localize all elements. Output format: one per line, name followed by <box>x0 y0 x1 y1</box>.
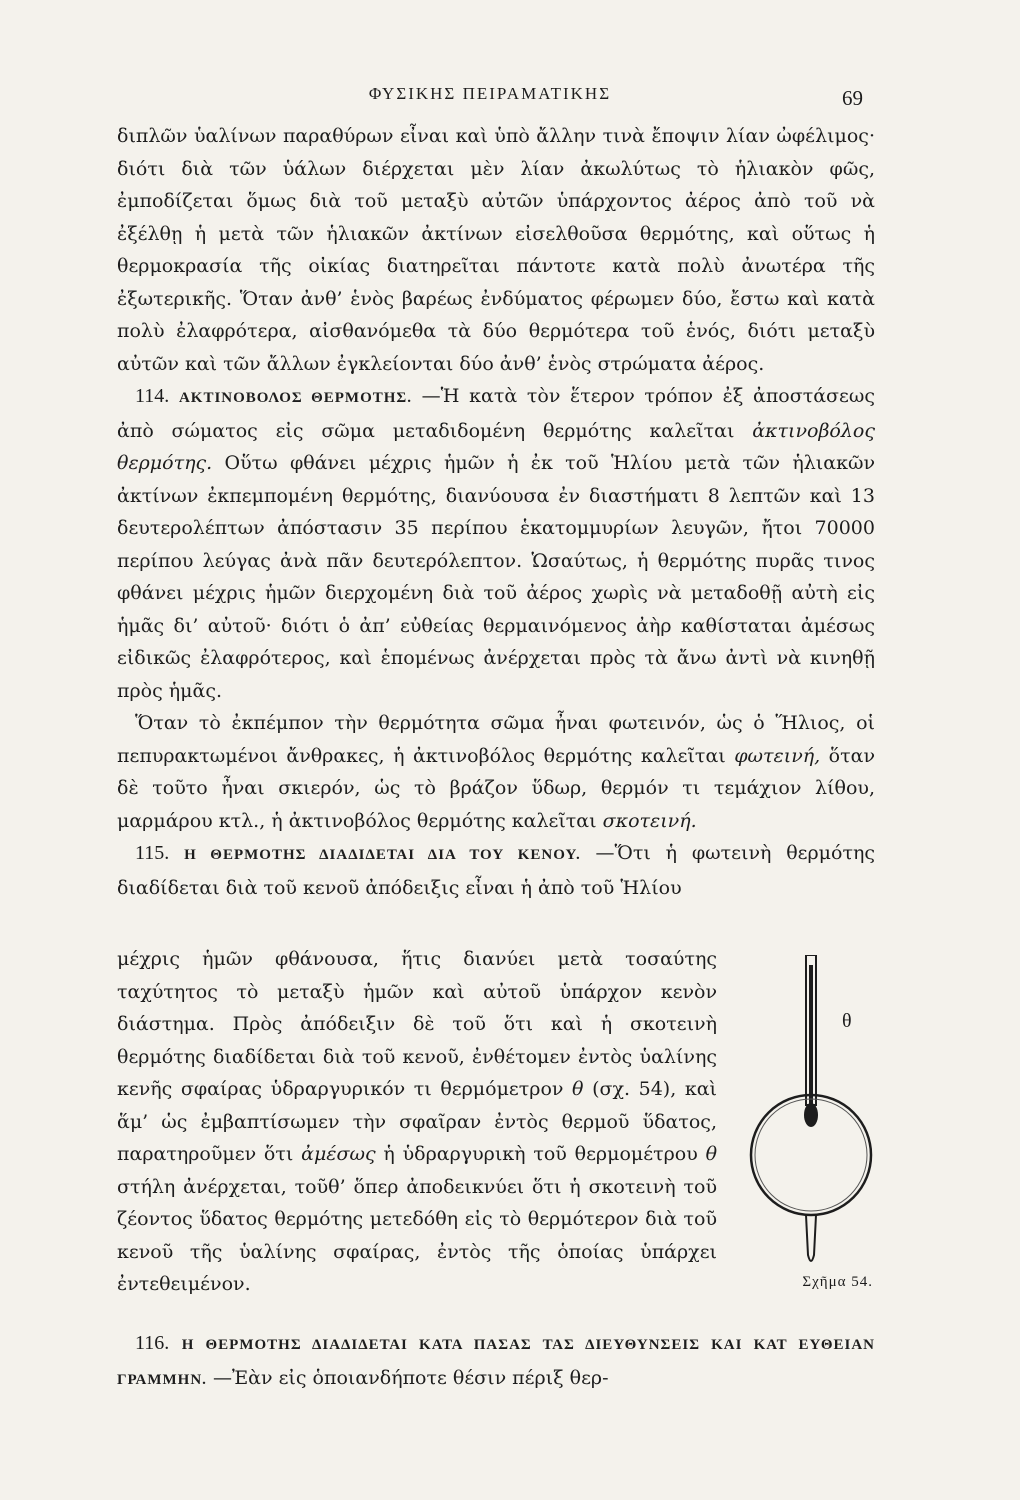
section-text: στήλη ἀνέρχεται, τοῦθ’ ὅπερ ἀποδεικνύει ὅτι ἡ σκοτεινὴ τοῦ ζέοντος ὕδατος θερμότης μετεδόθη εἰς τὸ θερμότερον διὰ τοῦ κενοῦ τῆς ὑαλίνης σφαίρας, ἐντὸς τῆς ὁποίας ὑπάρχει ἐντεθειμένον. <box>117 1175 717 1295</box>
section-number: 115. <box>135 842 170 864</box>
section-115-body <box>117 943 717 1301</box>
section-text: (σχ. 54), καὶ ἅμ’ ὡς ἐμβαπτίσωμεν τὴν σφαῖραν ἐντὸς θερμοῦ ὕδατος, παρατηροῦμεν ὅτι <box>117 1078 717 1165</box>
paragraph-radiant-types <box>117 707 875 837</box>
section-text: —Ὅτι ἡ φωτεινὴ θερμότης διαδίδεται διὰ τοῦ κενοῦ ἀπόδειξις εἶναι ἡ ἀπὸ τοῦ Ἡλίου <box>117 842 875 899</box>
text-block-upper <box>117 120 875 904</box>
text-block-lower <box>117 1327 875 1396</box>
section-115-heading <box>117 837 875 904</box>
section-number: 114. <box>135 385 170 407</box>
thermometer-sphere-figure <box>748 955 878 1285</box>
emphasis-term: σκοτεινή. <box>602 809 697 832</box>
emphasis-term: φωτεινή, <box>734 744 821 767</box>
paragraph-text: Ὅταν τὸ ἐκπέμπον τὴν θερμότητα σῶμα ἦναι φωτεινόν, ὡς ὁ Ἥλιος, οἱ πεπυρακτωμένοι ἄνθρακες, ἡ ἀκτινοβόλος θερμότης καλεῖται <box>117 712 875 767</box>
text-block-beside-figure <box>117 943 717 1301</box>
paragraph-text: ὅταν δὲ τοῦτο ἦναι σκιερόν, ὡς τὸ βράζον ὕδωρ, θερμόν τι τεμάχιον λίθου, μαρμάρου κτλ., ἡ ἀκτινοβόλος θερμότης καλεῖται <box>117 744 876 832</box>
section-title: Η ΘΕΡΜΟΤΗΣ ΔΙΑΔΙΔΕΤΑΙ ΚΑΤΑ ΠΑΣΑΣ ΤΑΣ ΔΙΕΥΘΥΝΣΕΙΣ ΚΑΙ ΚΑΤ ΕΥΘΕΙΑΝ ΓΡΑΜΜΗΝ. <box>117 1337 876 1388</box>
section-number: 116. <box>135 1332 170 1354</box>
figure-label: θ <box>842 1010 852 1032</box>
paragraph-intro: διπλῶν ὑαλίνων παραθύρων εἶναι καὶ ὑπὸ ἄλλην τινὰ ἔποψιν λίαν ὠφέλιμος· διότι διὰ τῶν ὑάλων διέρχεται μὲν λίαν ἀκωλύτως τὸ ἡλιακὸν φῶς, ἐμποδίζεται ὅμως διὰ τοῦ μεταξὺ αὐτῶν ὑπάρχοντος ἀέρος ἀπὸ τοῦ νὰ ἐξέλθῃ ἡ μετὰ τῶν ἡλιακῶν ἀκτίνων εἰσελθοῦσα θερμότης, καὶ οὕτως ἡ θερμοκρασία τῆς οἰκίας διατηρεῖται πάντοτε κατὰ πολὺ ἀνωτέρα τῆς ἐξωτερικῆς. Ὅταν ἀνθ’ ἑνὸς βαρέως ἐνδύματος φέρωμεν δύο, ἔστω καὶ κατὰ πολὺ ἐλαφρότερα, αἰσθανόμεθα τὰ δύο θερμότερα τοῦ ἑνός, διότι μεταξὺ αὐτῶν καὶ τῶν ἄλλων ἐγκλείονται δύο ἀνθ’ ἑνὸς στρώματα ἀέρος. <box>117 125 875 375</box>
emphasis-term: ἀμέσως <box>301 1143 376 1165</box>
section-text: μέχρις ἡμῶν φθάνουσα, ἥτις διανύει μετὰ τοσαύτης ταχύτητος τὸ μεταξὺ ἡμῶν καὶ αὐτοῦ ὑπάρχον κενὸν διάστημα. Πρὸς ἀπόδειξιν δὲ τοῦ ὅτι καὶ ἡ σκοτεινὴ θερμότης διαδίδεται διὰ τοῦ κενοῦ, ἐνθέτομεν ἐντὸς ὑαλίνης κενῆς σφαίρας ὑδραργυρικόν τι θερμόμετρον <box>117 948 717 1100</box>
thermometer-bulb <box>804 1103 818 1127</box>
section-text: Οὕτω φθάνει μέχρις ἡμῶν ἡ ἐκ τοῦ Ἡλίου μετὰ τῶν ἡλιακῶν ἀκτίνων ἐκπεμπομένη θερμότης, διανύουσα ἐν διαστήματι 8 λεπτῶν καὶ 13 δευτερολέπτων ἀπόστασιν 35 περίπου ἑκατομμυρίων λευγῶν, ἤτοι 70000 περίπου λεύγας ἀνὰ πᾶν δευτερόλεπτον. Ὡσαύτως, ἡ θερμότης πυρᾶς τινος φθάνει μέχρις ἡμῶν διερχομένη διὰ τοῦ ἀέρος χωρὶς νὰ μεταδοθῇ αὐτὴ εἰς ἡμᾶς δι’ αὐτοῦ· διότι ὁ ἀπ’ εὐθείας θερμαινόμενος ἀὴρ καθίσταται ἀμέσως εἰδικῶς ἐλαφρότερος, καὶ ἑπομένως ἀνέρχεται πρὸς τὰ ἄνω ἀντὶ νὰ κινηθῇ πρὸς ἡμᾶς. <box>117 452 875 702</box>
section-text: —Ἡ κατὰ τὸν ἕτερον τρόπον ἐξ ἀποστάσεως ἀπὸ σώματος εἰς σῶμα μεταδιδομένη θερμότης καλεῖται <box>117 385 876 442</box>
section-116 <box>117 1327 875 1396</box>
section-text: —Ἐὰν εἰς ὁποιανδήποτε θέσιν πέριξ θερ- <box>212 1366 609 1389</box>
section-text: ἡ ὑδραργυρικὴ τοῦ θερμομέτρου <box>383 1143 698 1165</box>
figure-caption: Σχῆμα 54. <box>802 1274 873 1290</box>
sphere-neck <box>806 1215 816 1261</box>
section-title: ΑΚΤΙΝΟΒΟΛΟΣ ΘΕΡΜΟΤΗΣ. <box>178 390 412 406</box>
symbol-theta: θ <box>572 1078 584 1100</box>
symbol-theta: θ <box>705 1143 718 1165</box>
section-114 <box>117 380 875 707</box>
emphasis-term: ἀκτινοβόλος θερμότης. <box>117 419 875 474</box>
page-number: 69 <box>842 86 863 110</box>
running-head: ΦΥΣΙΚΗΣ ΠΕΙΡΑΜΑΤΙΚΗΣ <box>368 84 612 103</box>
section-title: Η ΘΕΡΜΟΤΗΣ ΔΙΑΔΙΔΕΤΑΙ ΔΙΑ ΤΟΥ ΚΕΝΟΥ. <box>184 847 581 863</box>
